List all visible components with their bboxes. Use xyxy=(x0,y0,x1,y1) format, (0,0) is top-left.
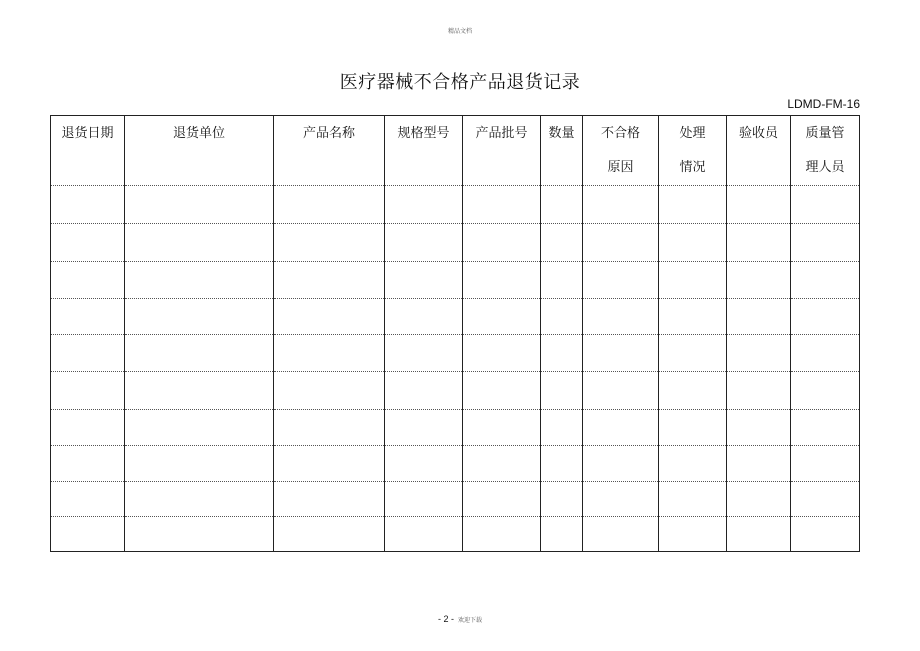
col-header-line: 数量 xyxy=(548,126,575,141)
table-cell xyxy=(727,410,791,446)
table-cell xyxy=(463,410,541,446)
table-cell xyxy=(659,410,727,446)
table-cell xyxy=(463,262,541,299)
table-cell xyxy=(385,372,463,410)
page-footer xyxy=(0,614,920,625)
col-header-spec-model xyxy=(385,116,463,186)
table-cell xyxy=(125,517,274,552)
table-cell xyxy=(385,517,463,552)
table-row xyxy=(51,299,860,335)
table-cell xyxy=(659,446,727,482)
table-cell xyxy=(274,224,385,262)
table-cell xyxy=(727,482,791,517)
table-cell xyxy=(51,410,125,446)
col-header-batch-number xyxy=(463,116,541,186)
table-cell xyxy=(727,224,791,262)
table-cell xyxy=(659,335,727,372)
table-cell xyxy=(541,335,583,372)
footer-text: 欢迎下载 xyxy=(458,617,483,624)
table-cell xyxy=(583,482,659,517)
table-cell xyxy=(727,372,791,410)
table-cell xyxy=(274,262,385,299)
table-cell xyxy=(51,186,125,224)
table-cell xyxy=(125,224,274,262)
table-cell xyxy=(385,482,463,517)
table-cell xyxy=(583,410,659,446)
col-header-product-name xyxy=(274,116,385,186)
table-cell xyxy=(463,446,541,482)
table-row xyxy=(51,482,860,517)
table-cell xyxy=(791,335,860,372)
col-header-line: 规格型号 xyxy=(397,126,450,141)
table-cell xyxy=(51,372,125,410)
col-header-inspector xyxy=(727,116,791,186)
table-cell xyxy=(659,186,727,224)
table-cell xyxy=(727,335,791,372)
page-title: 医疗器械不合格产品退货记录 xyxy=(339,72,581,93)
col-header-line: 产品名称 xyxy=(302,126,355,141)
col-header-quantity xyxy=(541,116,583,186)
table-cell xyxy=(541,446,583,482)
table-cell xyxy=(385,224,463,262)
col-header-return-date xyxy=(51,116,125,186)
col-header-line: 验收员 xyxy=(738,126,778,141)
table-cell xyxy=(125,372,274,410)
table-cell xyxy=(51,299,125,335)
table-cell xyxy=(791,186,860,224)
table-cell xyxy=(125,262,274,299)
table-cell xyxy=(385,299,463,335)
table-cell xyxy=(583,224,659,262)
table-cell xyxy=(274,186,385,224)
table-row xyxy=(51,262,860,299)
table-cell xyxy=(659,299,727,335)
table-cell xyxy=(791,482,860,517)
table-cell xyxy=(583,372,659,410)
table-cell xyxy=(51,224,125,262)
table-cell xyxy=(463,335,541,372)
table-cell xyxy=(541,299,583,335)
table-cell xyxy=(385,186,463,224)
table-cell xyxy=(274,372,385,410)
col-header-line-2: 情况 xyxy=(679,160,706,175)
table-cell xyxy=(274,299,385,335)
table-cell xyxy=(125,410,274,446)
table-cell xyxy=(791,410,860,446)
table-cell xyxy=(727,517,791,552)
header-note: 精品文档 xyxy=(447,28,472,35)
table-cell xyxy=(583,299,659,335)
table-cell xyxy=(791,299,860,335)
table-cell xyxy=(125,335,274,372)
table-cell xyxy=(791,262,860,299)
table-cell xyxy=(274,517,385,552)
table-cell xyxy=(541,482,583,517)
table-cell xyxy=(463,299,541,335)
table-cell xyxy=(51,482,125,517)
table-cell xyxy=(463,517,541,552)
table-cell xyxy=(541,517,583,552)
table-cell xyxy=(791,446,860,482)
table-cell xyxy=(583,446,659,482)
table-cell xyxy=(791,224,860,262)
table-cell xyxy=(274,335,385,372)
col-header-line: 不合格 xyxy=(600,126,640,141)
page-number: - 2 - xyxy=(437,614,454,624)
table-cell xyxy=(791,517,860,552)
col-header-line: 质量管 xyxy=(805,126,845,141)
table-row xyxy=(51,410,860,446)
table-cell xyxy=(583,186,659,224)
col-header-line: 产品批号 xyxy=(475,126,528,141)
table-cell xyxy=(541,262,583,299)
col-header-handling xyxy=(659,116,727,186)
table-cell xyxy=(463,224,541,262)
table-cell xyxy=(385,446,463,482)
table-cell xyxy=(274,410,385,446)
table-cell xyxy=(125,186,274,224)
table-cell xyxy=(463,372,541,410)
table-cell xyxy=(274,446,385,482)
table-cell xyxy=(385,262,463,299)
table-cell xyxy=(727,186,791,224)
table-cell xyxy=(541,186,583,224)
table-cell xyxy=(583,335,659,372)
table-row xyxy=(51,372,860,410)
table-cell xyxy=(125,446,274,482)
table-row xyxy=(51,186,860,224)
table-cell xyxy=(659,482,727,517)
col-header-quality-manager xyxy=(791,116,860,186)
table-cell xyxy=(583,517,659,552)
table-cell xyxy=(51,517,125,552)
table-cell xyxy=(51,446,125,482)
table-cell xyxy=(659,262,727,299)
table-cell xyxy=(51,262,125,299)
table-row xyxy=(51,446,860,482)
table-cell xyxy=(274,482,385,517)
table-cell xyxy=(463,186,541,224)
table-cell xyxy=(385,335,463,372)
table-row xyxy=(51,517,860,552)
table-cell xyxy=(659,517,727,552)
col-header-line: 退货日期 xyxy=(61,126,114,141)
table-row xyxy=(51,224,860,262)
table-cell xyxy=(541,224,583,262)
table-cell xyxy=(659,224,727,262)
col-header-line-2: 理人员 xyxy=(805,160,845,175)
table-cell xyxy=(727,299,791,335)
table-header-row xyxy=(51,116,860,186)
return-record-table xyxy=(50,115,860,552)
document-code: LDMD-FM-16 xyxy=(787,97,860,111)
table-cell xyxy=(463,482,541,517)
table-cell xyxy=(791,372,860,410)
table-cell xyxy=(659,372,727,410)
col-header-return-unit xyxy=(125,116,274,186)
table-cell xyxy=(727,262,791,299)
table-row xyxy=(51,335,860,372)
table-cell xyxy=(51,335,125,372)
table-cell xyxy=(583,262,659,299)
table-cell xyxy=(125,482,274,517)
col-header-line: 处理 xyxy=(679,126,706,141)
table-cell xyxy=(125,299,274,335)
table-cell xyxy=(727,446,791,482)
table-cell xyxy=(541,372,583,410)
col-header-line-2: 原因 xyxy=(607,160,634,175)
table-cell xyxy=(541,410,583,446)
col-header-nonconform-reason xyxy=(583,116,659,186)
col-header-line: 退货单位 xyxy=(172,126,225,141)
table-cell xyxy=(385,410,463,446)
